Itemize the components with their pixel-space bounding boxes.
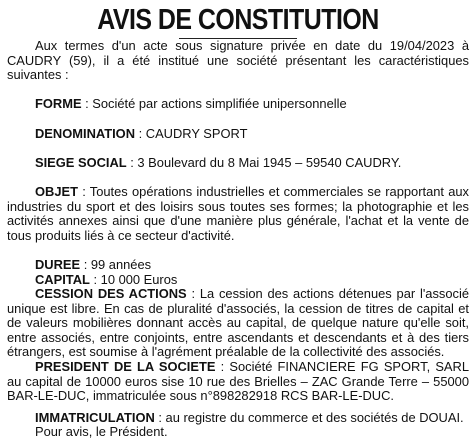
president-label: PRESIDENT DE LA SOCIETE (35, 359, 216, 375)
denomination-value: : CAUDRY SPORT (135, 125, 248, 141)
notice-title: AVIS DE CONSTITUTION (97, 4, 379, 36)
siege-line (7, 156, 469, 171)
objet-label: OBJET (35, 183, 78, 199)
immatriculation-line (7, 411, 469, 426)
president-value: : Société FINANCIERE FG SPORT, SARL au capital de 10000 euros sise 10 rue des Brielles – ZAC Grande Terre – 55000 BAR-LE-DUC, immatriculée sous n°898282918 RCS BAR-LE-DUC. (7, 359, 469, 404)
cession-value: : La cession des actions détenues par l'associé unique est libre. En cas de pluralité d'associés, la cession de titres de capital et de valeurs mobilières donnant accès au capital, de quelque nature qu'elle soit, entre associés, entre conjoints, entre ascendants et descendants et à des tiers étrangers, est soumise à l'agrément préalable de la collectivité des associés. (7, 286, 469, 360)
siege-label: SIEGE SOCIAL (35, 154, 127, 170)
duree-label: DUREE (35, 256, 81, 272)
capital-value: : 10 000 Euros (89, 271, 178, 287)
denomination-label: DENOMINATION (35, 125, 136, 141)
duree-value: : 99 années (80, 256, 152, 272)
closing-line: Pour avis, le Président. (35, 424, 168, 440)
capital-line (7, 273, 469, 288)
duree-line (7, 258, 469, 273)
objet-paragraph (7, 185, 469, 243)
capital-label: CAPITAL (35, 271, 90, 287)
immatriculation-label: IMMATRICULATION (35, 409, 155, 425)
president-paragraph (7, 360, 469, 404)
intro-paragraph: Aux termes d'un acte sous signature privée en date du 19/04/2023 à CAUDRY (59), il a été institué une société présentant les caractéristiques suivantes : (7, 38, 469, 83)
denomination-line (7, 127, 469, 142)
cession-paragraph (7, 287, 469, 360)
forme-value: : Société par actions simplifiée unipersonnelle (81, 96, 347, 112)
cession-label: CESSION DES ACTIONS (35, 286, 187, 302)
forme-label: FORME (35, 96, 82, 112)
forme-line (7, 97, 469, 112)
siege-value: : 3 Boulevard du 8 Mai 1945 – 59540 CAUDRY. (126, 154, 402, 170)
objet-value: : Toutes opérations industrielles et commerciales se rapportant aux industries du sport et des loisirs sous toutes ses formes; la photographie et les activités annexes ainsi que d'une manière plus générale, l'achat et la vente de tous produits liés à ce secteur d'activité. (7, 183, 469, 243)
immatriculation-value: : au registre du commerce et des sociétés de DOUAI. (154, 409, 464, 425)
